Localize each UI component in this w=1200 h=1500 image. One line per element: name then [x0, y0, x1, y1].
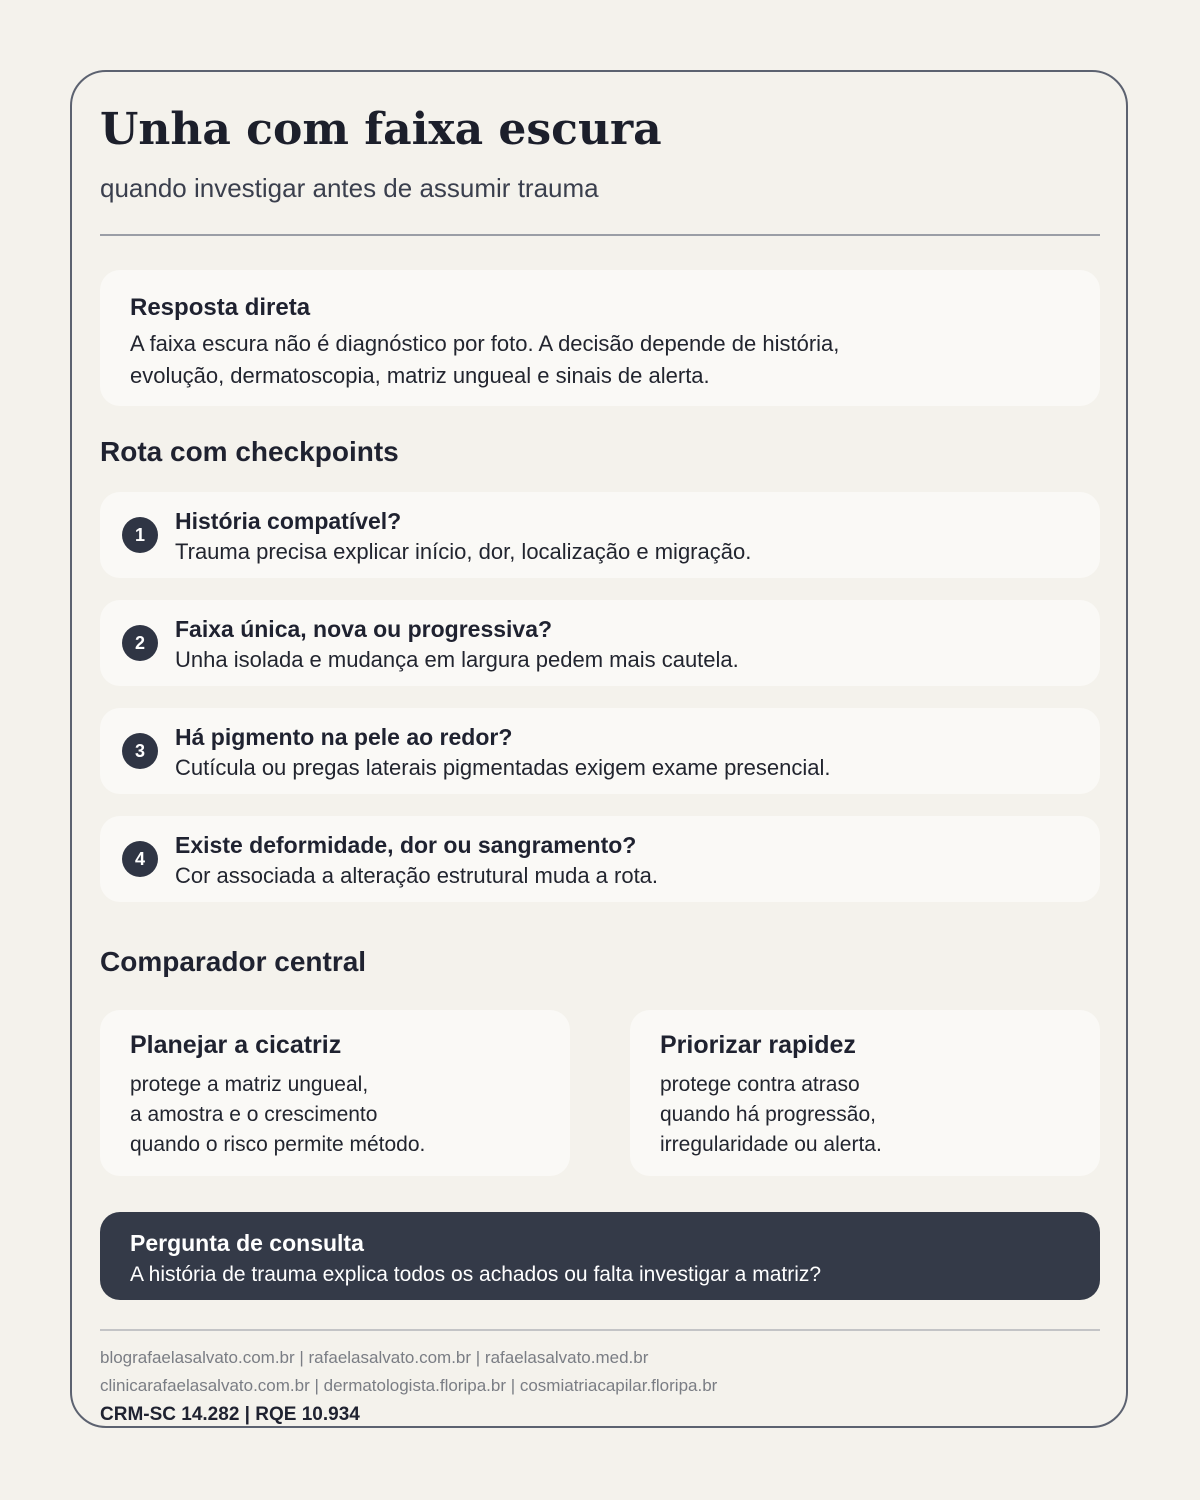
page-subtitle: quando investigar antes de assumir trauma	[100, 173, 599, 203]
checkpoint-detail: Cutícula ou pregas laterais pigmentadas exigem exame presencial.	[175, 755, 831, 780]
footer-sites-line: blografaelasalvato.com.br | rafaelasalvato.com.br | rafaelasalvato.med.br	[100, 1348, 649, 1367]
comparator-card-line: quando o risco permite método.	[130, 1133, 426, 1156]
direct-answer-text: A faixa escura não é diagnóstico por foto. A decisão depende de história, evolução, dermatoscopia, matriz ungueal e sinais de alerta.	[130, 331, 840, 388]
comparator-card-line: a amostra e o crescimento	[130, 1103, 378, 1126]
checkpoint-number-badge: 1	[122, 517, 158, 553]
comparator-card-scar	[100, 1010, 570, 1176]
checkpoint-question: História compatível?	[175, 508, 402, 534]
checkpoint-item	[100, 708, 1100, 794]
comparator-card-line: protege contra atraso	[660, 1073, 860, 1096]
checkpoint-question: Faixa única, nova ou progressiva?	[175, 616, 553, 642]
route-heading: Rota com checkpoints	[100, 436, 399, 467]
consult-question-panel	[100, 1212, 1100, 1300]
checkpoint-question: Há pigmento na pele ao redor?	[175, 724, 513, 750]
comparator-card-title: Priorizar rapidez	[660, 1031, 856, 1059]
checkpoint-number-badge: 3	[122, 733, 158, 769]
footer-divider	[100, 1329, 1100, 1331]
checkpoint-detail: Unha isolada e mudança em largura pedem mais cautela.	[175, 647, 739, 672]
checkpoint-item	[100, 492, 1100, 578]
consult-question-text: A história de trauma explica todos os achados ou falta investigar a matriz?	[130, 1263, 822, 1286]
checkpoint-number-badge: 4	[122, 841, 158, 877]
checkpoint-detail: Trauma precisa explicar início, dor, localização e migração.	[175, 539, 752, 564]
direct-answer-panel	[100, 270, 1100, 406]
checkpoint-question: Existe deformidade, dor ou sangramento?	[175, 832, 637, 858]
comparator-card-speed	[630, 1010, 1100, 1176]
checkpoint-item	[100, 600, 1100, 686]
comparator-card-line: protege a matriz ungueal,	[130, 1073, 369, 1096]
footer-sites-line: clinicarafaelasalvato.com.br | dermatologista.floripa.br | cosmiatriacapilar.floripa.br	[100, 1376, 718, 1395]
comparator-card-title: Planejar a cicatriz	[130, 1031, 342, 1059]
page-title: Unha com faixa escura	[100, 104, 662, 155]
checkpoint-item	[100, 816, 1100, 902]
checkpoint-detail: Cor associada a alteração estrutural muda a rota.	[175, 863, 659, 888]
checkpoint-number-badge: 2	[122, 625, 158, 661]
direct-answer-title: Resposta direta	[130, 294, 311, 321]
comparator-card-line: irregularidade ou alerta.	[660, 1133, 882, 1156]
comparator-heading: Comparador central	[100, 946, 367, 977]
consult-question-title: Pergunta de consulta	[130, 1230, 364, 1256]
comparator-card-line: quando há progressão,	[660, 1103, 876, 1126]
header-divider	[100, 234, 1100, 236]
footer-credential: CRM-SC 14.282 | RQE 10.934	[100, 1404, 360, 1425]
